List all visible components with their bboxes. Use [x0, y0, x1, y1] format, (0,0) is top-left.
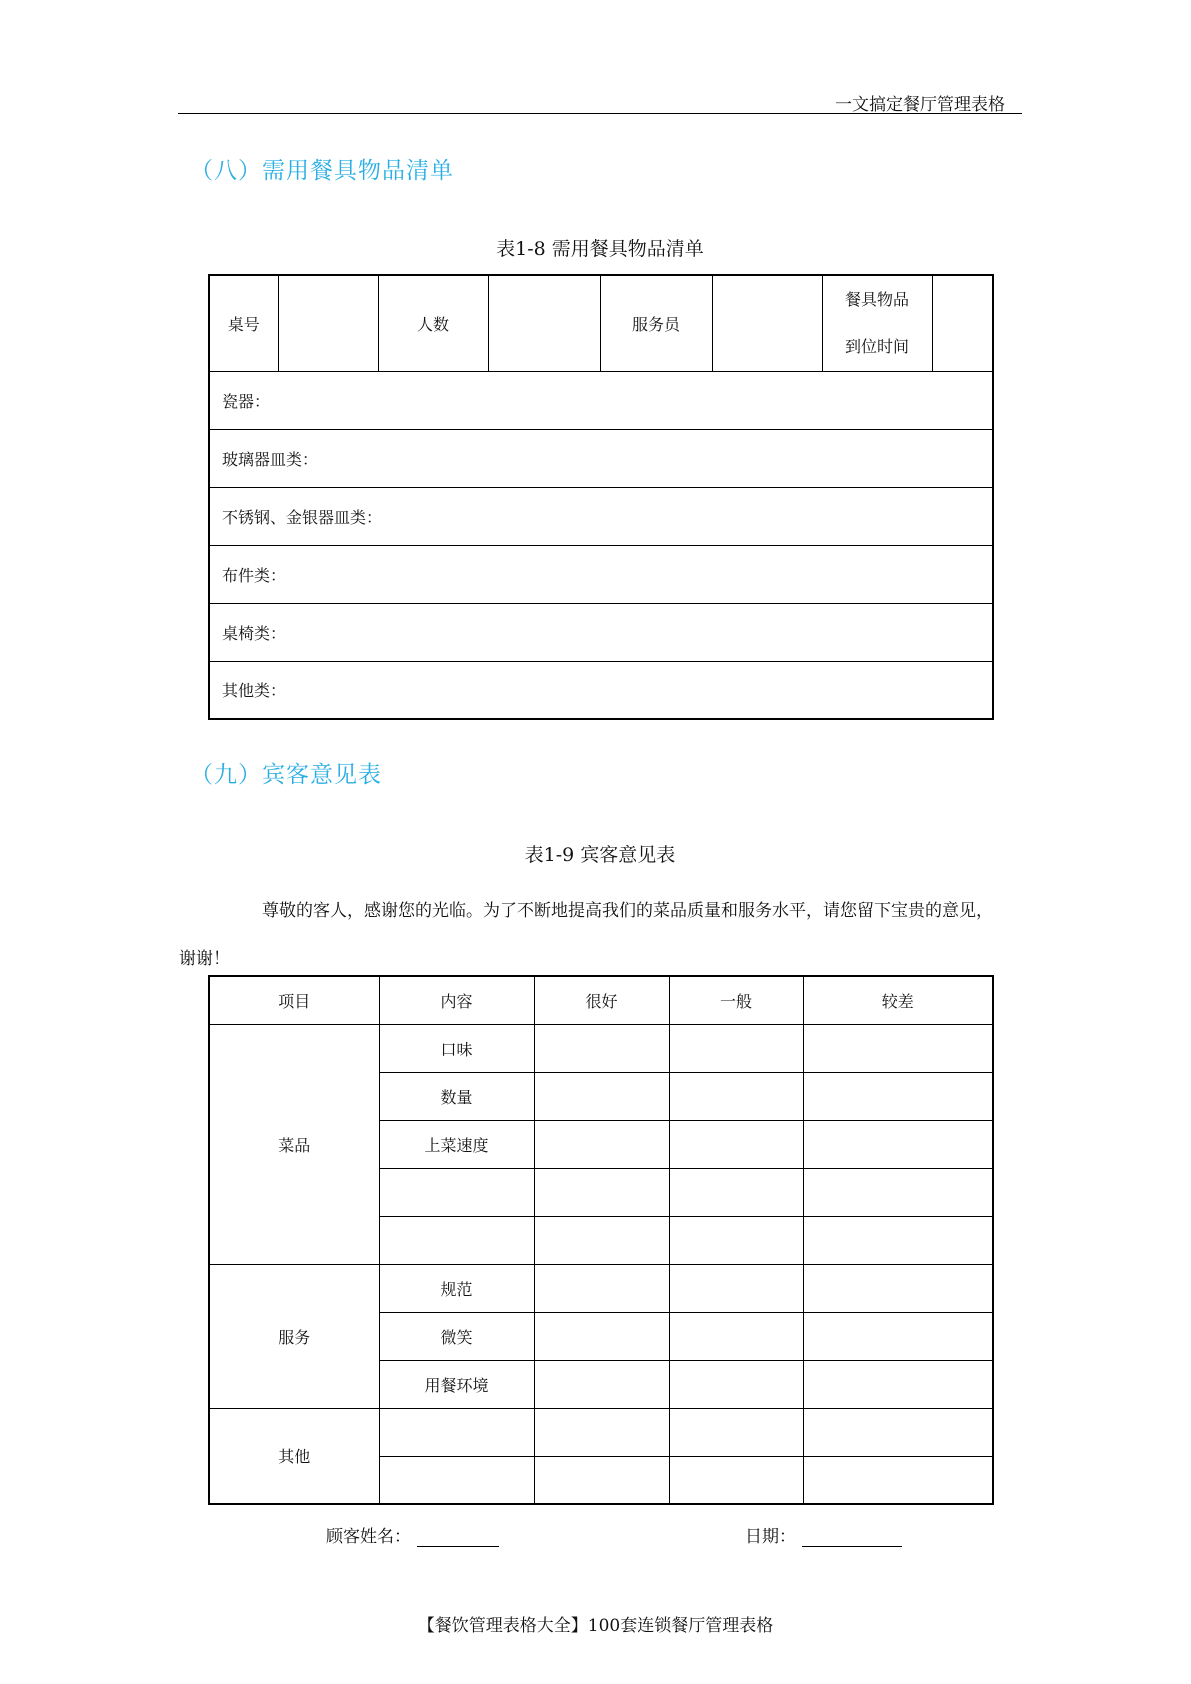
group-dishes-label: 菜品 — [209, 1024, 379, 1264]
rating-cell[interactable] — [669, 1312, 803, 1360]
section-8-title: （八）需用餐具物品清单 — [190, 158, 454, 184]
rating-cell[interactable] — [534, 1408, 669, 1456]
rating-cell[interactable] — [803, 1456, 993, 1504]
customer-name-label: 顾客姓名： — [326, 1527, 411, 1547]
rating-cell[interactable] — [669, 1168, 803, 1216]
rating-cell[interactable] — [534, 1312, 669, 1360]
date-blank[interactable] — [802, 1528, 902, 1547]
guest-feedback-table — [208, 975, 994, 1505]
item-blank[interactable] — [379, 1456, 534, 1504]
rating-cell[interactable] — [534, 1120, 669, 1168]
group-other-label: 其他 — [209, 1408, 379, 1504]
group-service-label: 服务 — [209, 1264, 379, 1408]
rating-cell[interactable] — [669, 1408, 803, 1456]
column-header-content: 内容 — [379, 976, 534, 1024]
glassware-row[interactable]: 玻璃器皿类： — [209, 429, 993, 487]
waiter-label: 服务员 — [600, 275, 712, 371]
table-no-label: 桌号 — [209, 275, 278, 371]
rating-cell[interactable] — [669, 1456, 803, 1504]
rating-cell[interactable] — [803, 1312, 993, 1360]
porcelain-row[interactable]: 瓷器： — [209, 371, 993, 429]
rating-cell[interactable] — [534, 1216, 669, 1264]
other-row[interactable]: 其他类： — [209, 661, 993, 719]
item-serving-speed: 上菜速度 — [379, 1120, 534, 1168]
rating-cell[interactable] — [669, 1024, 803, 1072]
item-blank[interactable] — [379, 1216, 534, 1264]
waiter-cell[interactable] — [712, 275, 822, 371]
rating-cell[interactable] — [803, 1264, 993, 1312]
section-9-title: （九）宾客意见表 — [190, 762, 382, 788]
rating-cell[interactable] — [803, 1072, 993, 1120]
table-no-cell[interactable] — [278, 275, 378, 371]
rating-cell[interactable] — [803, 1360, 993, 1408]
table-1-9-caption: 表1-9 宾客意见表 — [524, 844, 676, 866]
rating-cell[interactable] — [534, 1168, 669, 1216]
rating-cell[interactable] — [803, 1024, 993, 1072]
item-dining-environment: 用餐环境 — [379, 1360, 534, 1408]
intro-text-line-1: 尊敬的客人，感谢您的光临。为了不断地提高我们的菜品质量和服务水平，请您留下宝贵的意见， — [262, 901, 993, 921]
customer-name-field — [326, 1522, 499, 1547]
people-label: 人数 — [378, 275, 488, 371]
column-header-poor: 较差 — [803, 976, 993, 1024]
tableware-list-table — [208, 274, 994, 720]
rating-cell[interactable] — [669, 1360, 803, 1408]
customer-name-blank[interactable] — [417, 1528, 499, 1547]
metalware-row[interactable]: 不锈钢、金银器皿类： — [209, 487, 993, 545]
column-header-item: 项目 — [209, 976, 379, 1024]
item-quantity: 数量 — [379, 1072, 534, 1120]
linen-row[interactable]: 布件类： — [209, 545, 993, 603]
rating-cell[interactable] — [803, 1216, 993, 1264]
arrival-time-label — [822, 275, 932, 371]
date-label: 日期： — [745, 1527, 796, 1547]
rating-cell[interactable] — [534, 1072, 669, 1120]
running-header: 一文搞定餐厅管理表格 — [835, 95, 1005, 115]
rating-cell[interactable] — [803, 1120, 993, 1168]
rating-cell[interactable] — [803, 1408, 993, 1456]
item-blank[interactable] — [379, 1408, 534, 1456]
furniture-row[interactable]: 桌椅类： — [209, 603, 993, 661]
rating-cell[interactable] — [803, 1168, 993, 1216]
date-field — [745, 1522, 902, 1547]
column-header-average: 一般 — [669, 976, 803, 1024]
rating-cell[interactable] — [534, 1024, 669, 1072]
header-divider — [178, 113, 1022, 114]
rating-cell[interactable] — [669, 1264, 803, 1312]
intro-text-line-2: 谢谢！ — [179, 949, 230, 969]
item-smile: 微笑 — [379, 1312, 534, 1360]
item-blank[interactable] — [379, 1168, 534, 1216]
arrival-time-label-line2: 到位时间 — [844, 337, 909, 357]
rating-cell[interactable] — [669, 1216, 803, 1264]
rating-cell[interactable] — [534, 1456, 669, 1504]
rating-cell[interactable] — [669, 1072, 803, 1120]
people-cell[interactable] — [488, 275, 600, 371]
table-1-8-caption: 表1-8 需用餐具物品清单 — [496, 238, 704, 260]
item-standards: 规范 — [379, 1264, 534, 1312]
arrival-time-cell[interactable] — [932, 275, 993, 371]
rating-cell[interactable] — [534, 1360, 669, 1408]
arrival-time-label-line1: 餐具物品 — [844, 290, 909, 310]
item-taste: 口味 — [379, 1024, 534, 1072]
running-footer: 【餐饮管理表格大全】100套连锁餐厅管理表格 — [417, 1616, 774, 1636]
rating-cell[interactable] — [669, 1120, 803, 1168]
rating-cell[interactable] — [534, 1264, 669, 1312]
column-header-very-good: 很好 — [534, 976, 669, 1024]
